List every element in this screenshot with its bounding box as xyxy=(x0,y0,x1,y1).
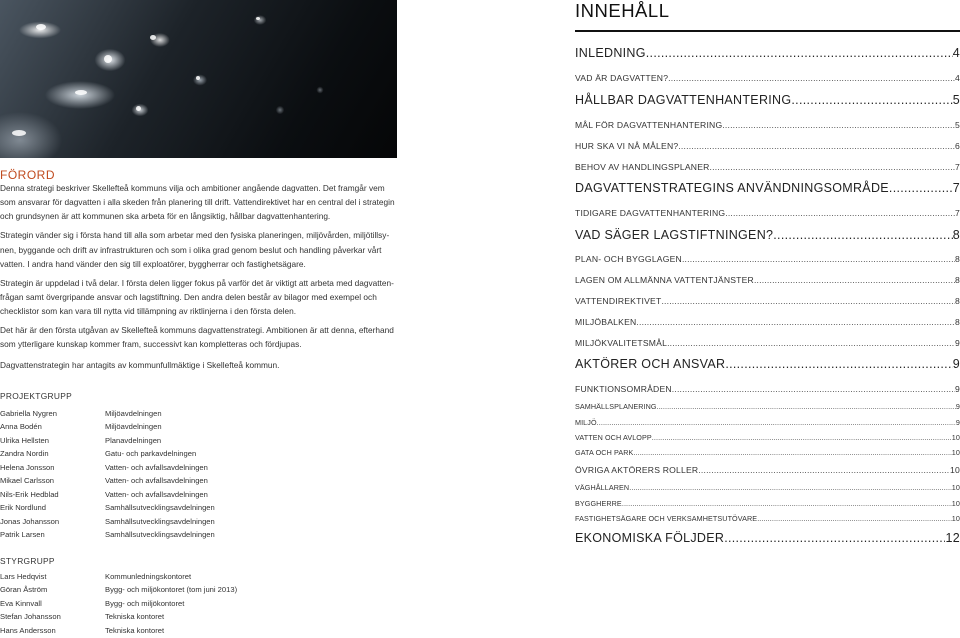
toc-entry[interactable] xyxy=(575,465,960,475)
toc-entry[interactable] xyxy=(575,228,960,242)
foreword-line: checklistor som kan vara till nytta vid tillämpning av riktlinjerna i den första delen. xyxy=(0,306,297,316)
toc-leader-dots xyxy=(725,208,955,218)
toc-entry[interactable] xyxy=(575,46,960,60)
toc-entry-label: PLAN- OCH BYGGLAGEN xyxy=(575,254,682,264)
toc-entry[interactable] xyxy=(575,531,960,545)
toc-entry[interactable] xyxy=(575,433,960,442)
toc-entry-label: SAMHÄLLSPLANERING xyxy=(575,402,657,411)
toc-page-number: 8 xyxy=(955,275,960,285)
member-name: Erik Nordlund xyxy=(0,503,47,512)
toc-leader-dots xyxy=(672,384,955,394)
toc-page-number: 6 xyxy=(955,141,960,151)
member-department: Miljöavdelningen xyxy=(105,422,162,431)
member-name: Jonas Johansson xyxy=(0,517,60,526)
member-name: Helena Jonsson xyxy=(0,463,55,472)
project-member xyxy=(0,449,397,461)
toc-entry[interactable] xyxy=(575,357,960,371)
steering-member xyxy=(0,599,397,611)
member-name: Patrik Larsen xyxy=(0,530,45,539)
toc-page-number: 9 xyxy=(955,384,960,394)
toc-entry[interactable] xyxy=(575,448,960,457)
toc-leader-dots xyxy=(657,402,956,411)
toc-entry[interactable] xyxy=(575,338,960,348)
toc-leader-dots xyxy=(698,465,950,475)
toc-page-number: 4 xyxy=(952,46,960,60)
toc-leader-dots xyxy=(667,338,955,348)
toc-entry[interactable] xyxy=(575,254,960,264)
toc-leader-dots xyxy=(757,514,952,523)
toc-page-number: 10 xyxy=(951,483,960,492)
toc-leader-dots xyxy=(629,483,952,492)
toc-leader-dots xyxy=(652,433,952,442)
project-member xyxy=(0,476,397,488)
toc-entry[interactable] xyxy=(575,317,960,327)
toc-leader-dots xyxy=(754,275,955,285)
toc-page-number: 8 xyxy=(952,228,960,242)
toc-leader-dots xyxy=(597,418,956,427)
foreword-line: som ansvarar för dagvatten i alla skeden från planering till drift. Vattendirektivet har en central del i strategin xyxy=(0,197,395,207)
toc-entry-label: EKONOMISKA FÖLJDER xyxy=(575,531,725,545)
toc-entry-label: ÖVRIGA AKTÖRERS ROLLER xyxy=(575,465,699,475)
toc-page-number: 9 xyxy=(955,402,960,411)
toc-entry-label: VAD ÄR DAGVATTEN? xyxy=(575,73,669,83)
toc-entry[interactable] xyxy=(575,181,960,195)
member-name: Göran Åström xyxy=(0,585,48,594)
toc-entry-label: TIDIGARE DAGVATTENHANTERING xyxy=(575,208,726,218)
member-department: Samhällsutvecklingsavdelningen xyxy=(105,517,215,526)
project-member xyxy=(0,517,397,529)
toc-page-number: 10 xyxy=(950,465,960,475)
steering-group-heading: STYRGRUPP xyxy=(0,556,55,566)
steering-member xyxy=(0,612,397,624)
toc-page-number: 10 xyxy=(951,433,960,442)
toc-entry-label: MILJÖ xyxy=(575,418,597,427)
toc-leader-dots xyxy=(668,73,955,83)
project-group-heading: PROJEKTGRUPP xyxy=(0,391,73,401)
foreword-line: Det här är den första utgåvan av Skellefteå kommuns dagvattenstrategi. Ambitionen är att denna, efterhand xyxy=(0,325,394,335)
project-member xyxy=(0,463,397,475)
toc-entry[interactable] xyxy=(575,120,960,130)
toc-entry-label: FASTIGHETSÄGARE OCH VERKSAMHETSUTÖVARE xyxy=(575,514,758,523)
toc-entry[interactable] xyxy=(575,418,960,427)
foreword-line: och grundsynen är att kommunen ska arbeta för en långsiktig, hållbar dagvattenhantering. xyxy=(0,211,331,221)
foreword-line: Dagvattenstrategin har antagits av kommunfullmäktige i Skellefteå kommun. xyxy=(0,360,280,370)
toc-entry-label: HUR SKA VI NÅ MÅLEN? xyxy=(575,141,679,151)
toc-leader-dots xyxy=(661,296,955,306)
member-department: Tekniska kontoret xyxy=(105,626,165,635)
toc-leader-dots xyxy=(622,499,952,508)
toc-page-number: 8 xyxy=(955,296,960,306)
toc-entry-label: VATTENDIREKTIVET xyxy=(575,296,662,306)
member-department: Samhällsutvecklingsavdelningen xyxy=(105,530,215,539)
toc-entry[interactable] xyxy=(575,514,960,523)
toc-entry-label: MILJÖKVALITETSMÅL xyxy=(575,338,668,348)
toc-entry[interactable] xyxy=(575,208,960,218)
member-department: Planavdelningen xyxy=(105,436,162,445)
toc-leader-dots xyxy=(633,448,951,457)
project-member xyxy=(0,530,397,542)
foreword-heading: FÖRORD xyxy=(0,168,55,182)
toc-entry-label: BYGGHERRE xyxy=(575,499,622,508)
toc-page-number: 7 xyxy=(955,208,960,218)
member-name: Eva Kinnvall xyxy=(0,599,42,608)
foreword-line: vatten. I andra hand vänder den sig till exploatörer, byggherrar och fastighetsägare. xyxy=(0,259,306,269)
toc-leader-dots xyxy=(773,228,952,242)
member-name: Mikael Carlsson xyxy=(0,476,55,485)
toc-entry-label: VÄGHÅLLAREN xyxy=(575,483,630,492)
member-name: Lars Hedqvist xyxy=(0,572,47,581)
toc-leader-dots xyxy=(636,317,955,327)
steering-member xyxy=(0,585,397,597)
member-department: Samhällsutvecklingsavdelningen xyxy=(105,503,215,512)
foreword-line: Strategin vänder sig i första hand till alla som arbetar med den fysiska planeringen, miljövården, miljötillsy- xyxy=(0,230,390,240)
foreword-line: Denna strategi beskriver Skellefteå kommuns vilja och ambitioner angående dagvatten. Det framgår vem xyxy=(0,183,385,193)
toc-entry[interactable] xyxy=(575,483,960,492)
project-member xyxy=(0,503,397,515)
project-member xyxy=(0,409,397,421)
toc-page-number: 9 xyxy=(955,418,960,427)
toc-entry-label: FUNKTIONSOMRÅDEN xyxy=(575,384,672,394)
toc-entry[interactable] xyxy=(575,296,960,306)
member-name: Anna Bodén xyxy=(0,422,42,431)
toc-page-number: 8 xyxy=(955,317,960,327)
member-name: Stefan Johansson xyxy=(0,612,61,621)
member-department: Vatten- och avfallsavdelningen xyxy=(105,476,208,485)
member-name: Gabriella Nygren xyxy=(0,409,57,418)
toc-entry-label: MÅL FÖR DAGVATTENHANTERING xyxy=(575,120,723,130)
project-member xyxy=(0,490,397,502)
toc-entry-label: MILJÖBALKEN xyxy=(575,317,637,327)
toc-page-number: 9 xyxy=(952,357,960,371)
toc-entry[interactable] xyxy=(575,499,960,508)
toc-leader-dots xyxy=(722,120,955,130)
toc-page-number: 8 xyxy=(955,254,960,264)
toc-page-number: 5 xyxy=(955,120,960,130)
toc-entry-label: BEHOV AV HANDLINGSPLANER xyxy=(575,162,710,172)
foreword-line: som ytterligare kunskap kommer fram, successivt kan kompletteras och fördjupas. xyxy=(0,339,302,349)
toc-leader-dots xyxy=(682,254,955,264)
project-member xyxy=(0,422,397,434)
toc-leader-dots xyxy=(710,162,955,172)
toc-entry-label: INLEDNING xyxy=(575,46,646,60)
toc-entry-label: DAGVATTENSTRATEGINS ANVÄNDNINGSOMRÅDE xyxy=(575,181,889,195)
toc-leader-dots xyxy=(791,93,952,107)
toc-leader-dots xyxy=(725,357,952,371)
member-name: Hans Andersson xyxy=(0,626,56,635)
toc-page-number: 5 xyxy=(952,93,960,107)
member-name: Zandra Nordin xyxy=(0,449,49,458)
member-department: Vatten- och avfallsavdelningen xyxy=(105,463,208,472)
toc-entry-label: AKTÖRER OCH ANSVAR xyxy=(575,357,726,371)
toc-page-number: 7 xyxy=(955,162,960,172)
member-department: Gatu- och parkavdelningen xyxy=(105,449,197,458)
toc-entry-label: VAD SÄGER LAGSTIFTNINGEN? xyxy=(575,228,774,242)
toc-entry[interactable] xyxy=(575,384,960,394)
member-name: Nils-Erik Hedblad xyxy=(0,490,59,499)
toc-leader-dots xyxy=(724,531,945,545)
toc-entry-label: GATA OCH PARK xyxy=(575,448,634,457)
toc-entry[interactable] xyxy=(575,275,960,285)
member-name: Ulrika Hellsten xyxy=(0,436,49,445)
toc-entry[interactable] xyxy=(575,402,960,411)
toc-entry[interactable] xyxy=(575,73,960,83)
toc-page-number: 7 xyxy=(952,181,960,195)
toc-leader-dots xyxy=(889,181,953,195)
steering-member xyxy=(0,572,397,584)
water-drops-photo xyxy=(0,0,397,158)
foreword-line: nen, byggande och drift av infrastrukturen och som i olika grad genom beslut och handling påverkar vårt xyxy=(0,245,382,255)
toc-entry-label: LAGEN OM ALLMÄNNA VATTENTJÄNSTER xyxy=(575,275,754,285)
project-member xyxy=(0,436,397,448)
toc-leader-dots xyxy=(678,141,955,151)
toc-entry[interactable] xyxy=(575,162,960,172)
toc-entry[interactable] xyxy=(575,141,960,151)
toc-page-number: 4 xyxy=(955,73,960,83)
foreword-line: Strategin är uppdelad i två delar. I första delen ligger fokus på varför det är viktigt att arbeta med dagvatten- xyxy=(0,278,394,288)
member-department: Vatten- och avfallsavdelningen xyxy=(105,490,208,499)
steering-member xyxy=(0,626,397,638)
member-department: Bygg- och miljökontoret xyxy=(105,599,185,608)
toc-entry-label: VATTEN OCH AVLOPP xyxy=(575,433,652,442)
toc-page-number: 10 xyxy=(951,499,960,508)
toc-entry-label: HÅLLBAR DAGVATTENHANTERING xyxy=(575,93,792,107)
member-department: Bygg- och miljökontoret (tom juni 2013) xyxy=(105,585,238,594)
member-department: Miljöavdelningen xyxy=(105,409,162,418)
toc-page-number: 12 xyxy=(945,531,960,545)
toc-page-number: 10 xyxy=(951,514,960,523)
toc-leader-dots xyxy=(646,46,953,60)
foreword-line: frågan samt övergripande ansvar och lagstiftning. Den andra delen består av bilagor med exempel och xyxy=(0,292,377,302)
member-department: Kommunledningskontoret xyxy=(105,572,192,581)
toc-page-number: 10 xyxy=(951,448,960,457)
member-department: Tekniska kontoret xyxy=(105,612,165,621)
toc-divider xyxy=(575,30,960,32)
toc-page-number: 9 xyxy=(955,338,960,348)
toc-title: INNEHÅLL xyxy=(575,0,670,21)
toc-entry[interactable] xyxy=(575,93,960,107)
